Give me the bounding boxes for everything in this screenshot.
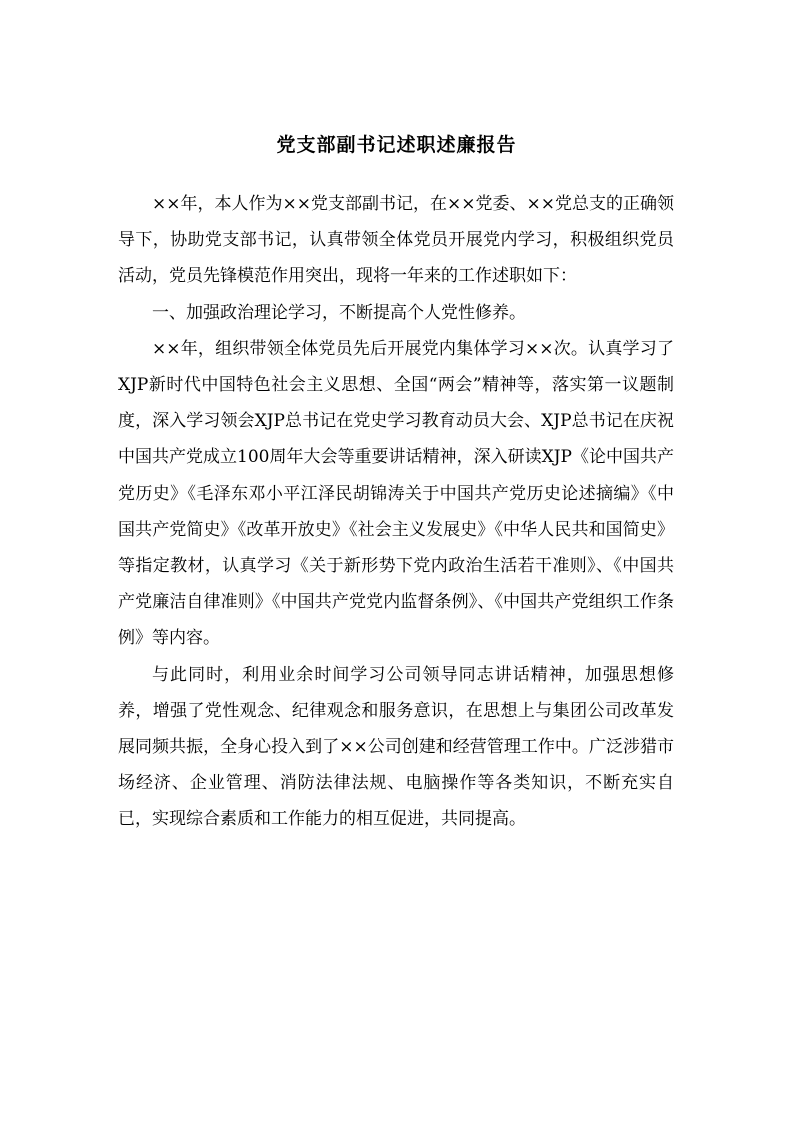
paragraph-self-improvement: 与此同时，利用业余时间学习公司领导同志讲话精神，加强思想修养，增强了党性观念、纪律观念和服务意识，在思想上与集团公司改革发展同频共振，全身心投入到了××公司创建和经营管理工作中。广泛涉猎市场经济、企业管理、消防法律法规、电脑操作等各类知识，不断充实自已，实现综合素质和工作能力的相互促进，共同提高。 — [118, 664, 674, 830]
section-heading: 一、加强政治理论学习，不断提高个人党性修养。 — [152, 302, 526, 323]
paragraph-study: ××年，组织带领全体党员先后开展党内集体学习××次。认真学习了XJP新时代中国特色社会主义思想、全国“两会”精神等，落实第一议题制度，深入学习领会XJP总书记在党史学习教育动员大会、XJP总书记在庆祝中国共产党成立100周年大会等重要讲话精神，深入研读XJP《论中国共产党历史》《毛泽东邓小平江泽民胡锦涛关于中国共产党历史论述摘编》《中国共产党简史》《改革开放史》《社会主义发展史》《中华人民共和国简史》等指定教材，认真学习《关于新形势下党内政治生活若干准则》、《中国共产党廉洁自律准则》《中国共产党党内监督条例》、《中国共产党组织工作条例》等内容。 — [118, 338, 674, 649]
document-title: 党支部副书记述职述廉报告 — [276, 134, 517, 156]
paragraph-intro: ××年，本人作为××党支部副书记，在××党委、××党总支的正确领导下，协助党支部书记，认真带领全体党员开展党内学习，积极组织党员活动，党员先锋模范作用突出，现将一年来的工作述职如下： — [118, 194, 674, 287]
document-body — [118, 186, 674, 838]
